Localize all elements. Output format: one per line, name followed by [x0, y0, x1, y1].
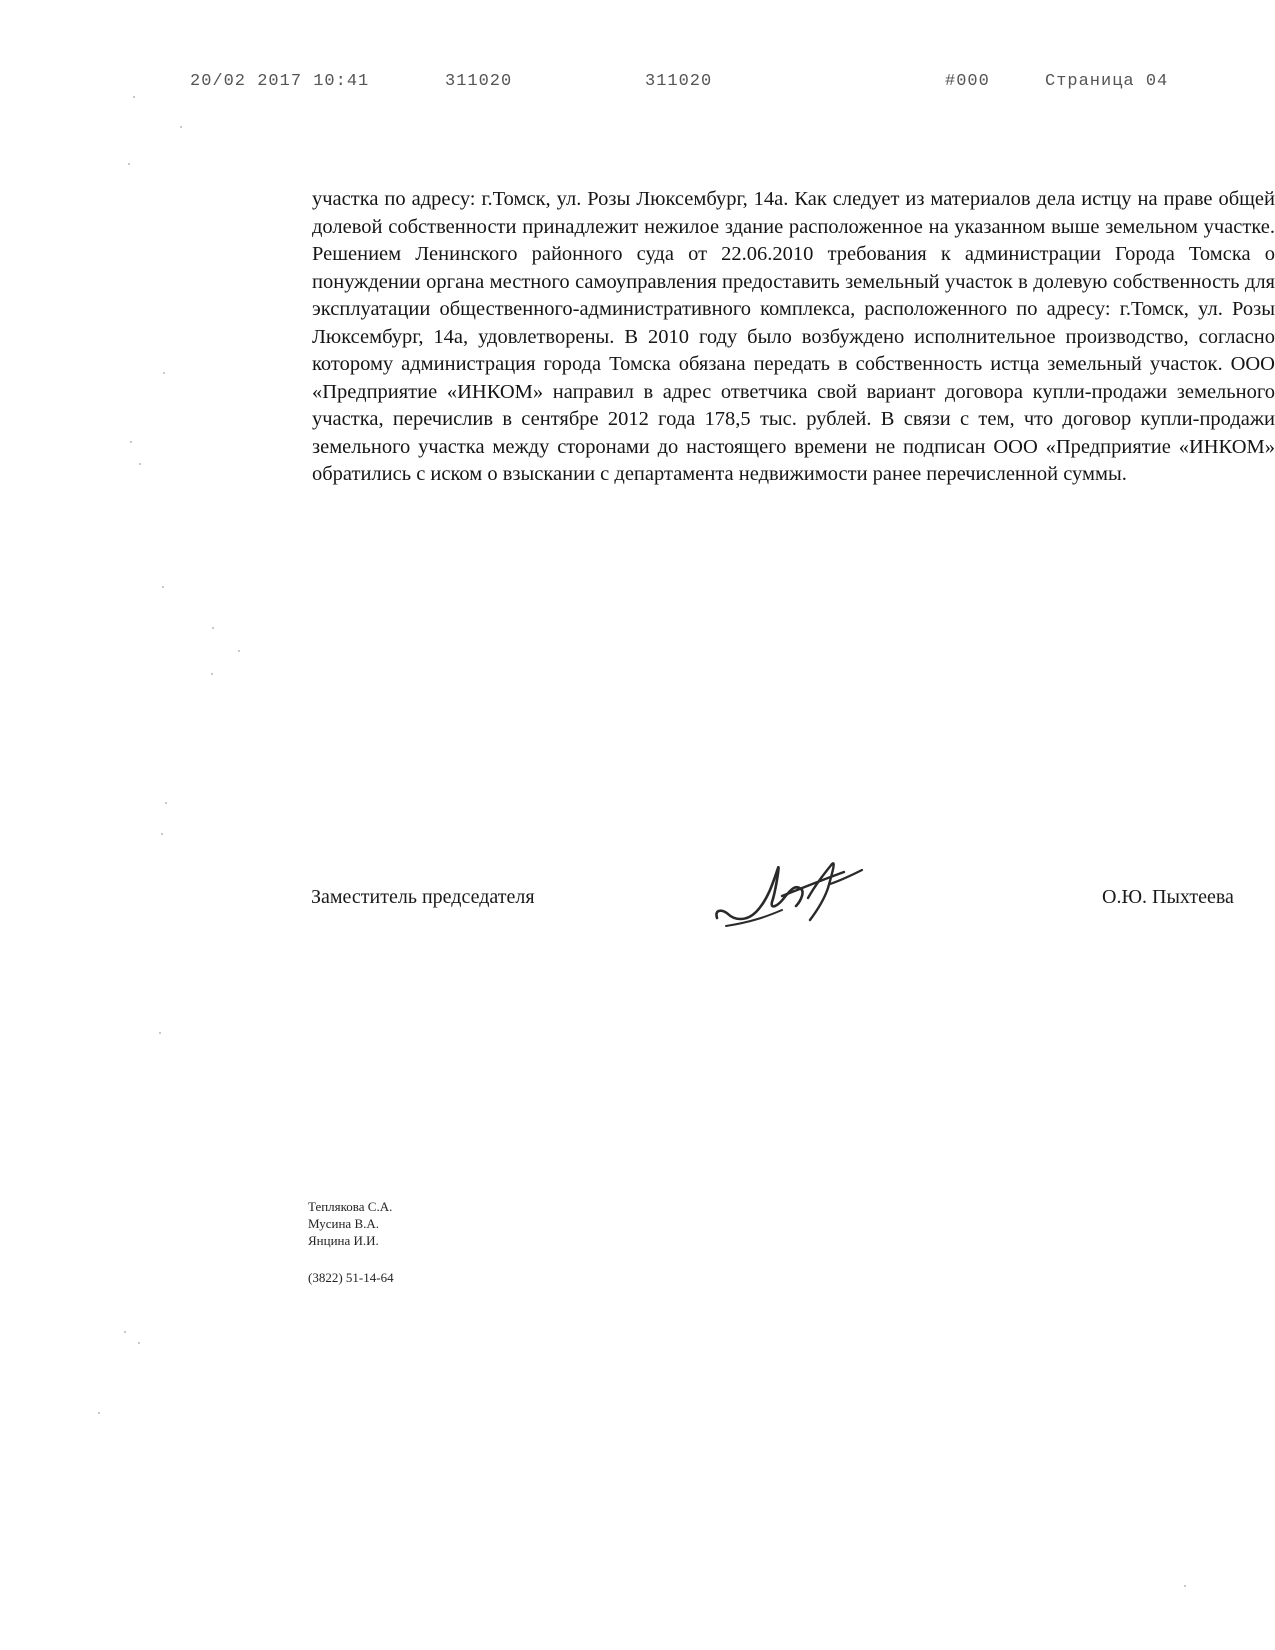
scan-speck	[162, 586, 164, 588]
contact-phone: (3822) 51-14-64	[308, 1270, 394, 1285]
letter-body	[312, 186, 1275, 489]
scan-speck	[138, 1342, 140, 1344]
signatory-title: Заместитель председателя	[311, 886, 535, 908]
executor-name: Янцина И.И.	[308, 1233, 379, 1248]
scan-speck	[211, 673, 213, 675]
scan-speck	[139, 463, 141, 465]
body-paragraph: участка по адресу: г.Томск, ул. Розы Люксембург, 14а. Как следует из материалов дела истцу на праве общей долевой собственности принадлежит нежилое здание расположенное на указанном выше земельном участке. Решением Ленинского районного суда от 22.06.2010 требования к администрации Города Томска о понуждении органа местного самоуправления предоставить земельный участок в долевую собственность для эксплуатации общественного-административного комплекса, расположенного по адресу: г.Томск, ул. Розы Люксембург, 14а, удовлетворены. В 2010 году было возбуждено исполнительное производство, согласно которому администрация города Томска обязана передать в собственность истца земельный участок. ООО «Предприятие «ИНКОМ» направил в адрес ответчика свой вариант договора купли-продажи земельного участка, перечислив в сентябре 2012 года 178,5 тыс. рублей. В связи с тем, что договор купли-продажи земельного участка между сторонами до настоящего времени не подписан ООО «Предприятие «ИНКОМ» обратились с иском о взыскании с департамента недвижимости ранее перечисленной суммы.	[312, 188, 1275, 485]
executors-list	[308, 1198, 392, 1249]
scan-speck	[159, 1032, 161, 1034]
fax-transmission-header	[190, 68, 1190, 90]
scan-speck	[238, 650, 240, 652]
handwritten-signature	[712, 840, 912, 940]
scan-speck	[1184, 1585, 1186, 1587]
scan-speck	[98, 1412, 100, 1414]
scan-speck	[161, 833, 163, 835]
fax-from-number: 311020	[445, 72, 513, 90]
scan-speck	[133, 96, 135, 98]
scan-speck	[128, 163, 130, 165]
scan-speck	[165, 802, 167, 804]
fax-page-label: Страница 04	[1045, 72, 1169, 90]
fax-job-number: #000	[945, 72, 990, 90]
fax-to-number: 311020	[645, 72, 713, 90]
executor-name: Теплякова С.А.	[308, 1199, 393, 1214]
scan-speck	[163, 372, 165, 374]
scan-speck	[180, 126, 182, 128]
fax-datetime: 20/02 2017 10:41	[190, 72, 370, 90]
signatory-name: О.Ю. Пыхтеева	[1102, 886, 1234, 908]
executor-name: Мусина В.А.	[308, 1216, 379, 1231]
scan-speck	[130, 441, 132, 443]
scan-speck	[212, 627, 214, 629]
scan-speck	[124, 1331, 126, 1333]
